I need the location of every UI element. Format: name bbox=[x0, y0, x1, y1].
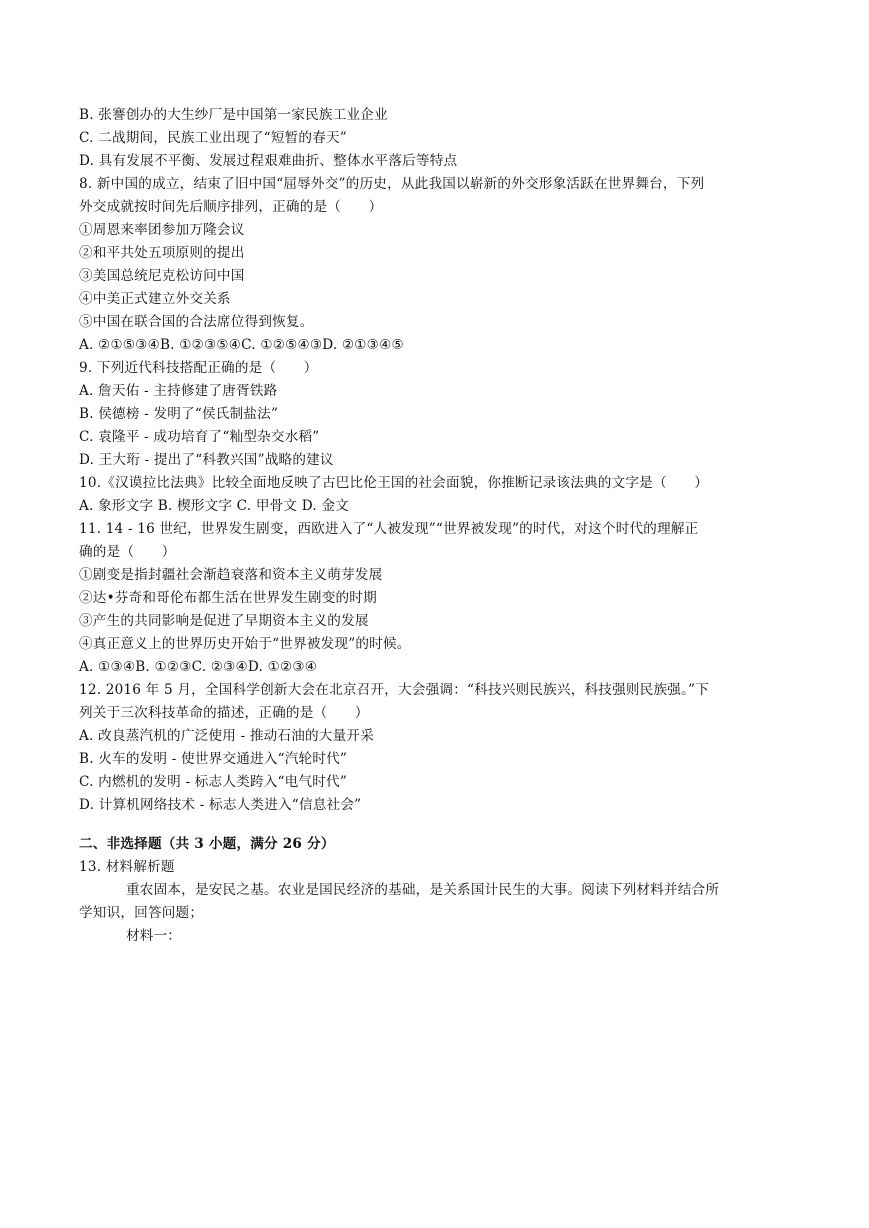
q9-option-a: A. 詹天佑 - 主持修建了唐胥铁路 bbox=[79, 383, 278, 399]
q12-option-c: C. 内燃机的发明 - 标志人类跨入“电气时代” bbox=[79, 774, 347, 790]
q12-option-b: B. 火车的发明 - 使世界交通进入“汽轮时代” bbox=[79, 751, 348, 767]
q8-item-5: ⑤中国在联合国的合法席位得到恢复。 bbox=[79, 314, 314, 330]
q12-option-a: A. 改良蒸汽机的广泛使用 - 推动石油的大量开采 bbox=[79, 728, 374, 744]
q10-stem: 10.《汉谟拉比法典》比较全面地反映了古巴比伦王国的社会面貌，你推断记录该法典的文字是（ ） bbox=[79, 475, 709, 491]
q9-option-d: D. 王大珩 - 提出了“科教兴国”战略的建议 bbox=[79, 452, 334, 468]
q11-item-2: ②达•芬奇和哥伦布都生活在世界发生剧变的时期 bbox=[79, 590, 377, 606]
q11-item-4: ④真正意义上的世界历史开始于“世界被发现”的时候。 bbox=[79, 636, 411, 652]
q11-item-1: ①剧变是指封疆社会渐趋衰落和资本主义萌芽发展 bbox=[79, 567, 383, 583]
section-heading: 二、非选择题（共 3 小题，满分 26 分） bbox=[79, 836, 335, 852]
q13-material-1-label: 材料一： bbox=[126, 928, 182, 944]
q13-title: 13. 材料解析题 bbox=[79, 859, 175, 875]
q7-option-c: C. 二战期间，民族工业出现了“短暂的春天” bbox=[79, 130, 347, 146]
q8-item-4: ④中美正式建立外交关系 bbox=[79, 291, 231, 307]
q12-stem-line1: 12. 2016 年 5 月，全国科学创新大会在北京召开，大会强调：“科技兴则民族兴，科技强则民族强。”下 bbox=[79, 682, 709, 698]
q7-option-d: D. 具有发展不平衡、发展过程艰难曲折、整体水平落后等特点 bbox=[79, 153, 458, 169]
q8-stem-line1: 8. 新中国的成立，结束了旧中国“屈辱外交”的历史，从此我国以崭新的外交形象活跃在世界舞台，下列 bbox=[79, 176, 705, 192]
q11-item-3: ③产生的共同影响是促进了早期资本主义的发展 bbox=[79, 613, 369, 629]
q9-stem: 9. 下列近代科技搭配正确的是（ ） bbox=[79, 360, 318, 376]
q11-options: A. ①③④B. ①②③C. ②③④D. ①②③④ bbox=[79, 659, 318, 675]
q9-option-b: B. 侯德榜 - 发明了“侯氏制盐法” bbox=[79, 406, 279, 422]
q8-options: A. ②①⑤③④B. ①②③⑤④C. ①②⑤④③D. ②①③④⑤ bbox=[79, 337, 404, 353]
q11-stem-line2: 确的是（ ） bbox=[79, 544, 176, 560]
q7-option-b: B. 张謇创办的大生纱厂是中国第一家民族工业企业 bbox=[79, 107, 388, 123]
q10-options: A. 象形文字 B. 楔形文字 C. 甲骨文 D. 金文 bbox=[79, 498, 349, 514]
q12-option-d: D. 计算机网络技术 - 标志人类进入“信息社会” bbox=[79, 797, 362, 813]
q13-paragraph-line2: 学知识，回答问题； bbox=[79, 905, 204, 921]
q11-stem-line1: 11. 14 - 16 世纪，世界发生剧变，西欧进入了“人被发现”“世界被发现”的时代，对这个时代的理解正 bbox=[79, 521, 699, 537]
q8-item-1: ①周恩来率团参加万隆会议 bbox=[79, 222, 245, 238]
q9-option-c: C. 袁隆平 - 成功培育了“籼型杂交水稻” bbox=[79, 429, 320, 445]
q13-paragraph-line1: 重农固本，是安民之基。农业是国民经济的基础，是关系国计民生的大事。阅读下列材料并结合所 bbox=[126, 882, 720, 898]
q8-stem-line2: 外交成就按时间先后顺序排列，正确的是（ ） bbox=[79, 199, 383, 215]
q12-stem-line2: 列关于三次科技革命的描述，正确的是（ ） bbox=[79, 705, 369, 721]
q8-item-2: ②和平共处五项原则的提出 bbox=[79, 245, 245, 261]
q8-item-3: ③美国总统尼克松访问中国 bbox=[79, 268, 245, 284]
